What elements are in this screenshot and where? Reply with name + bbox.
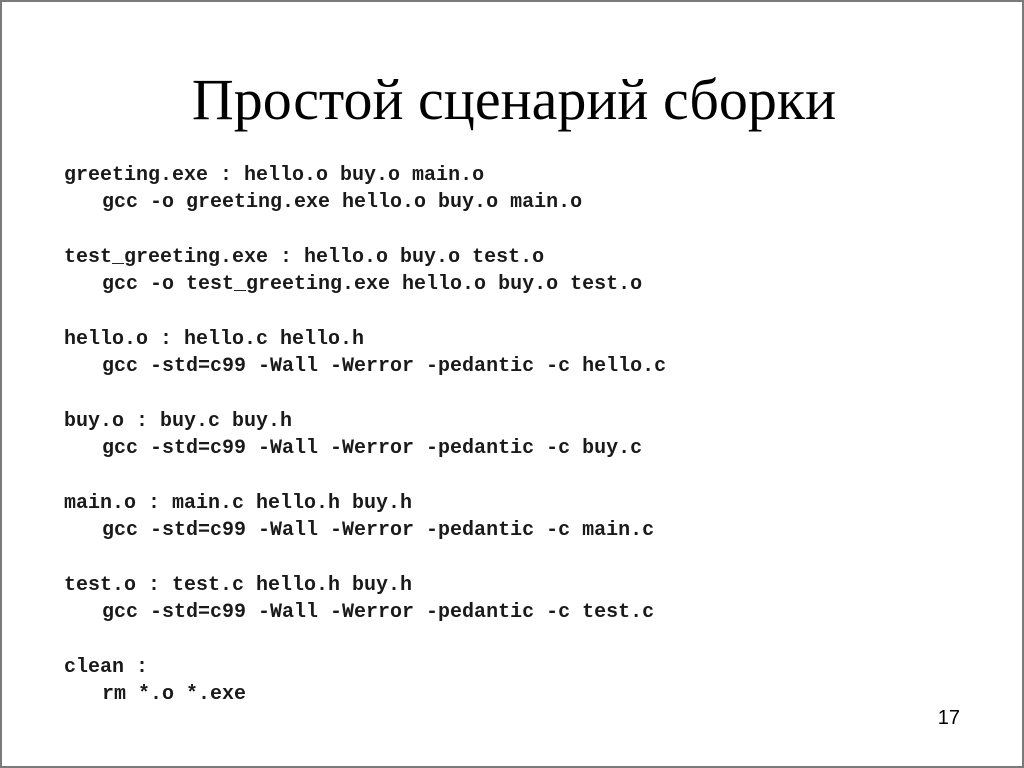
rule-command-line: rm *.o *.exe xyxy=(102,683,247,706)
rule-command-line: gcc -std=c99 -Wall -Werror -pedantic -c hello.c xyxy=(102,355,667,378)
rule-command-line: gcc -std=c99 -Wall -Werror -pedantic -c buy.c xyxy=(102,437,643,460)
rule-target-line: greeting.exe : hello.o buy.o main.o xyxy=(64,164,485,187)
make-rule-test xyxy=(64,572,666,654)
make-rule-buy xyxy=(64,408,666,490)
page-number: 17 xyxy=(937,707,960,729)
rule-command-line: gcc -o greeting.exe hello.o buy.o main.o xyxy=(102,191,583,214)
make-rule-clean xyxy=(64,654,666,736)
make-rule-main xyxy=(64,490,666,572)
rule-target-line: buy.o : buy.c buy.h xyxy=(64,410,293,433)
rule-command-line: gcc -o test_greeting.exe hello.o buy.o test.o xyxy=(102,273,643,296)
slide-title: Простой сценарий сборки xyxy=(191,67,837,132)
makefile-code xyxy=(64,162,666,736)
rule-target-line: clean : xyxy=(64,656,149,679)
make-rule-test-greeting xyxy=(64,244,666,326)
rule-command-line: gcc -std=c99 -Wall -Werror -pedantic -c test.c xyxy=(102,601,655,624)
rule-command-line: gcc -std=c99 -Wall -Werror -pedantic -c main.c xyxy=(102,519,655,542)
make-rule-greeting xyxy=(64,162,666,244)
rule-target-line: hello.o : hello.c hello.h xyxy=(64,328,365,351)
make-rule-hello xyxy=(64,326,666,408)
rule-target-line: test_greeting.exe : hello.o buy.o test.o xyxy=(64,246,545,269)
rule-target-line: test.o : test.c hello.h buy.h xyxy=(64,574,413,597)
rule-target-line: main.o : main.c hello.h buy.h xyxy=(64,492,413,515)
